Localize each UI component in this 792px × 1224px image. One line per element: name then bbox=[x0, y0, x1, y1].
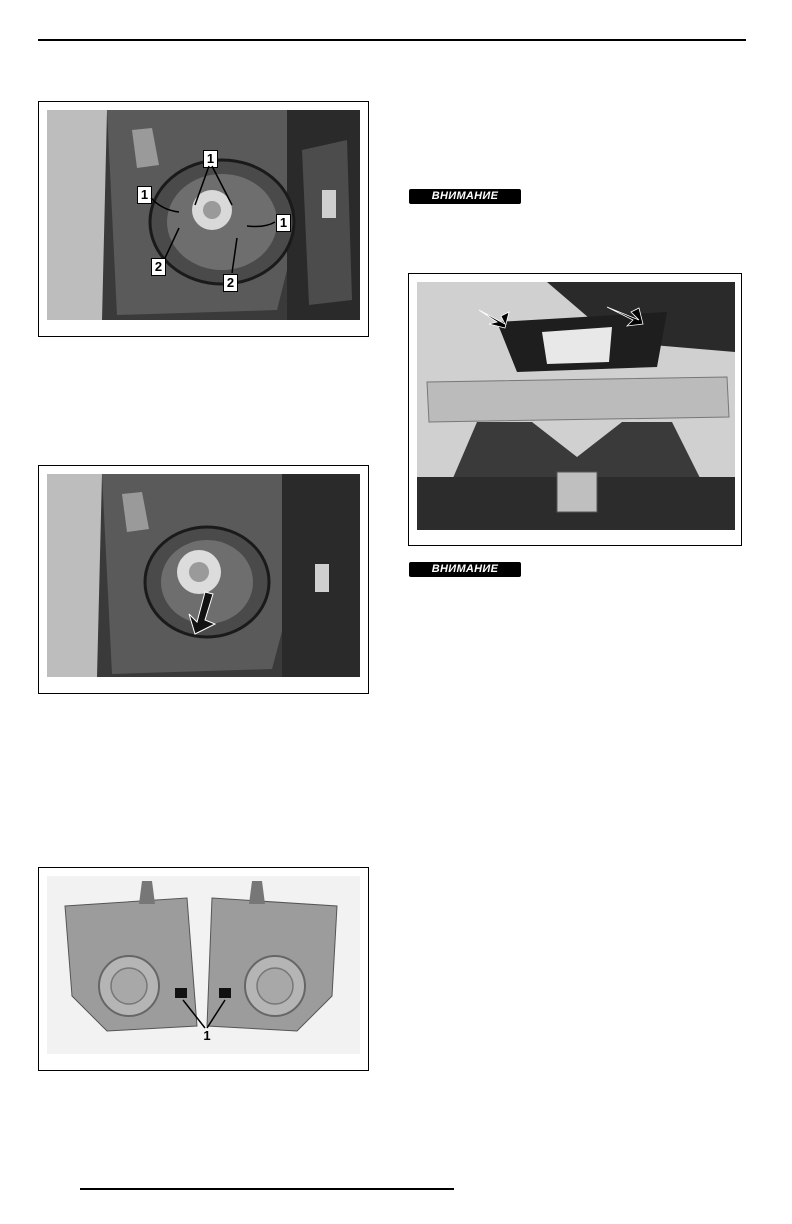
callout-1-left: 1 bbox=[137, 186, 152, 204]
callout-1-top: 1 bbox=[203, 150, 218, 168]
callout-1-housings: 1 bbox=[203, 1028, 211, 1043]
warning-badge-2: ВНИМАНИЕ bbox=[409, 562, 521, 577]
header-rule bbox=[38, 39, 746, 41]
photo-taillight bbox=[417, 282, 735, 530]
figure-headlight-retainer bbox=[38, 101, 369, 337]
figure-headlight-housings bbox=[38, 867, 369, 1071]
photo-headlight-housings bbox=[47, 876, 360, 1054]
footer-rule bbox=[80, 1188, 454, 1190]
callout-arrows bbox=[47, 110, 360, 320]
figure-headlight-bulb-removal bbox=[38, 465, 369, 694]
callout-2-right: 2 bbox=[223, 274, 238, 292]
figure-taillight bbox=[408, 273, 742, 546]
photo-headlight-bulb-removal bbox=[47, 474, 360, 677]
taillight-arrows bbox=[417, 282, 735, 530]
photo-headlight-retainer bbox=[47, 110, 360, 320]
callout-2-left: 2 bbox=[151, 258, 166, 276]
warning-badge-1: ВНИМАНИЕ bbox=[409, 189, 521, 204]
callout-1-right: 1 bbox=[276, 214, 291, 232]
